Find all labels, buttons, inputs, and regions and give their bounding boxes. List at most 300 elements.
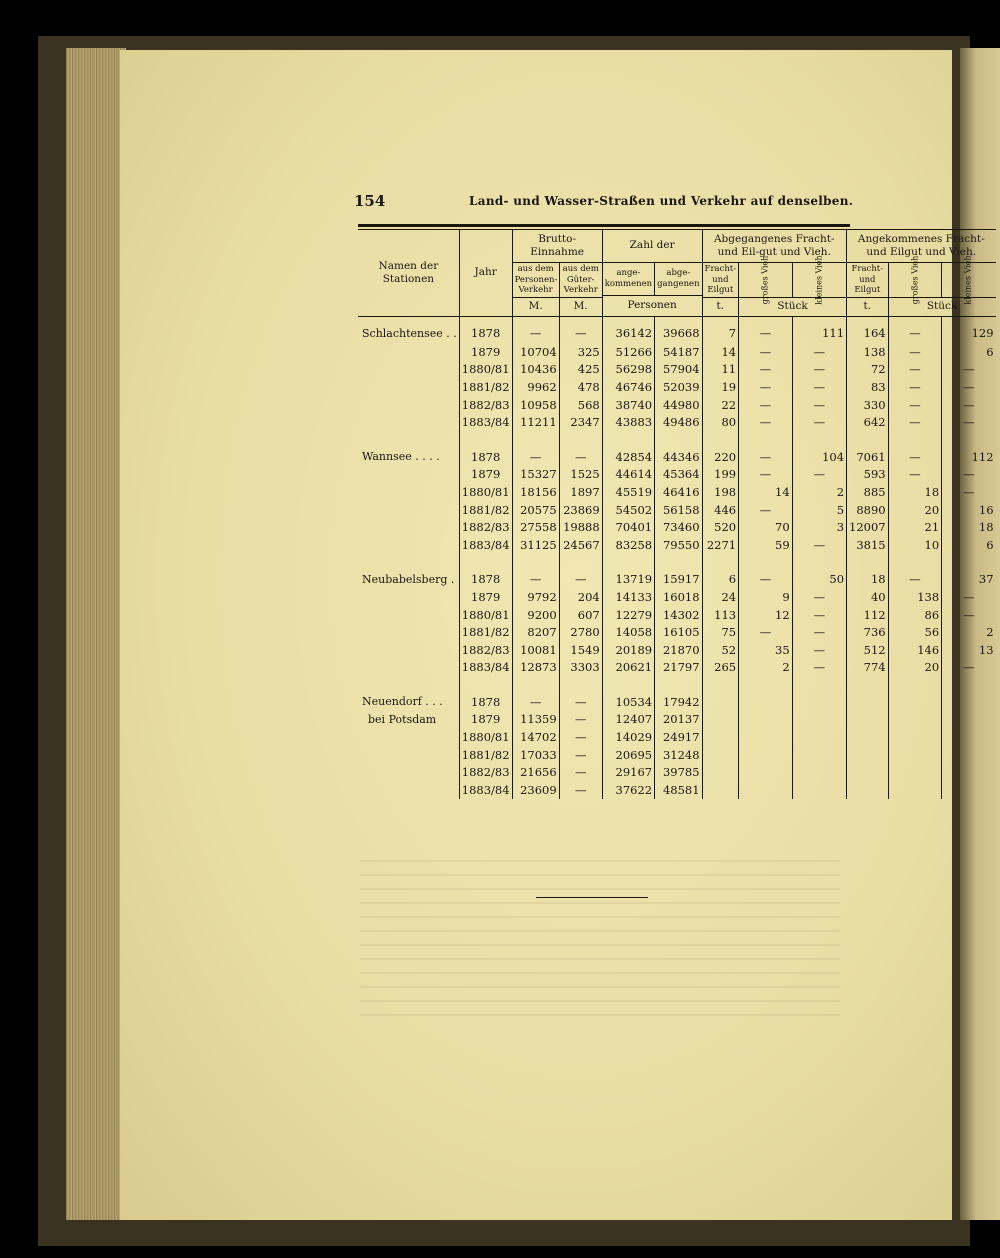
value-cell-ag: —	[888, 396, 942, 414]
value-cell-af: 736	[847, 623, 889, 641]
year-cell: 1878	[459, 571, 512, 589]
station-name	[358, 588, 459, 606]
value-cell-ag	[888, 746, 942, 764]
station-name: Wannsee . . . .	[358, 448, 459, 466]
value-cell-ak: 13	[942, 641, 996, 659]
value-cell-pa: 14133	[602, 588, 654, 606]
year-cell: 1879	[459, 343, 512, 361]
value-cell-dg: 35	[739, 641, 793, 659]
value-cell-ag: —	[888, 413, 942, 431]
year-cell: 1882/83	[459, 518, 512, 536]
value-cell-pd: 16105	[655, 623, 702, 641]
value-cell-ak: 16	[942, 501, 996, 519]
value-cell-df: 24	[702, 588, 739, 606]
value-cell-bg: 325	[559, 343, 602, 361]
unit-piece-arr: Stück	[888, 298, 995, 317]
year-cell: 1882/83	[459, 396, 512, 414]
value-cell-ak: 129	[942, 317, 996, 344]
value-cell-af: 774	[847, 659, 889, 677]
value-cell-pa: 42854	[602, 448, 654, 466]
value-cell-af: 40	[847, 588, 889, 606]
table-body	[358, 317, 996, 799]
value-cell-df: 113	[702, 606, 739, 624]
value-cell-df	[702, 781, 739, 799]
value-cell-bg: —	[559, 711, 602, 729]
value-cell-pa: 20695	[602, 746, 654, 764]
value-cell-dg	[739, 781, 793, 799]
value-cell-df: 6	[702, 571, 739, 589]
unit-mark-persons: M.	[512, 298, 559, 317]
value-cell-dg: —	[739, 343, 793, 361]
value-cell-af	[847, 763, 889, 781]
value-cell-df: 11	[702, 361, 739, 379]
value-cell-ak: —	[942, 378, 996, 396]
year-cell: 1878	[459, 448, 512, 466]
year-cell: 1879	[459, 466, 512, 484]
unit-t-arr: t.	[847, 298, 889, 317]
station-name	[358, 501, 459, 519]
year-cell: 1879	[459, 711, 512, 729]
value-cell-bp: 11211	[512, 413, 559, 431]
value-cell-ag: —	[888, 466, 942, 484]
value-cell-ak	[942, 711, 996, 729]
header-arr-freight: Fracht- und Eilgut	[847, 263, 889, 298]
value-cell-dg: —	[739, 501, 793, 519]
value-cell-pd: 79550	[655, 536, 702, 554]
station-name: bei Potsdam	[358, 711, 459, 729]
value-cell-bg: —	[559, 728, 602, 746]
value-cell-ag	[888, 711, 942, 729]
value-cell-pa: 13719	[602, 571, 654, 589]
value-cell-ak	[942, 763, 996, 781]
station-name	[358, 623, 459, 641]
year-cell: 1883/84	[459, 413, 512, 431]
table-row	[358, 536, 996, 554]
value-cell-pa: 43883	[602, 413, 654, 431]
value-cell-dg: 2	[739, 659, 793, 677]
value-cell-df	[702, 728, 739, 746]
value-cell-ak: 6	[942, 536, 996, 554]
value-cell-bp: 27558	[512, 518, 559, 536]
value-cell-ak: —	[942, 659, 996, 677]
value-cell-ag: 138	[888, 588, 942, 606]
year-cell: 1881/82	[459, 501, 512, 519]
value-cell-df: 52	[702, 641, 739, 659]
value-cell-ag: 146	[888, 641, 942, 659]
value-cell-ag: 10	[888, 536, 942, 554]
value-cell-af	[847, 781, 889, 799]
value-cell-pd: 24917	[655, 728, 702, 746]
value-cell-af: 642	[847, 413, 889, 431]
header-persons: Personen	[602, 296, 702, 317]
value-cell-bg: 1525	[559, 466, 602, 484]
value-cell-bg: —	[559, 571, 602, 589]
value-cell-dk: —	[792, 536, 846, 554]
value-cell-bp: 20575	[512, 501, 559, 519]
header-arrived-goods: Angekommenes Fracht- und Eilgut und Vieh.	[847, 230, 996, 263]
value-cell-pa: 56298	[602, 361, 654, 379]
table-row	[358, 606, 996, 624]
value-cell-ag	[888, 693, 942, 711]
value-cell-bp: 10704	[512, 343, 559, 361]
value-cell-bp: —	[512, 317, 559, 344]
station-name	[358, 378, 459, 396]
value-cell-af: 330	[847, 396, 889, 414]
table-row	[358, 413, 996, 431]
value-cell-dk: —	[792, 588, 846, 606]
year-cell: 1883/84	[459, 781, 512, 799]
station-name: Schlachtensee . .	[358, 317, 459, 344]
value-cell-pa: 51266	[602, 343, 654, 361]
value-cell-bg: —	[559, 693, 602, 711]
station-name	[358, 361, 459, 379]
year-cell: 1883/84	[459, 536, 512, 554]
table-row	[358, 518, 996, 536]
value-cell-ag	[888, 728, 942, 746]
value-cell-pa: 14058	[602, 623, 654, 641]
value-cell-ak: —	[942, 606, 996, 624]
value-cell-dg	[739, 763, 793, 781]
value-cell-pa: 14029	[602, 728, 654, 746]
value-cell-ak: —	[942, 483, 996, 501]
year-cell: 1880/81	[459, 483, 512, 501]
station-name	[358, 343, 459, 361]
value-cell-ag: 18	[888, 483, 942, 501]
value-cell-ag: 86	[888, 606, 942, 624]
table-row	[358, 466, 996, 484]
station-statistics-table	[358, 229, 996, 799]
value-cell-pd: 54187	[655, 343, 702, 361]
value-cell-ak	[942, 693, 996, 711]
header-arr-small-cattle: kleines Vieh	[942, 263, 996, 298]
spacer-row	[358, 554, 996, 571]
value-cell-bp: 10958	[512, 396, 559, 414]
value-cell-pd: 46416	[655, 483, 702, 501]
value-cell-pa: 20621	[602, 659, 654, 677]
table-row	[358, 746, 996, 764]
value-cell-dk	[792, 781, 846, 799]
station-name	[358, 728, 459, 746]
value-cell-df: 7	[702, 317, 739, 344]
value-cell-ag: —	[888, 343, 942, 361]
year-cell: 1882/83	[459, 763, 512, 781]
value-cell-dg: 12	[739, 606, 793, 624]
value-cell-dg: —	[739, 317, 793, 344]
value-cell-pd: 73460	[655, 518, 702, 536]
header-station: Namen der Stationen	[358, 230, 459, 317]
value-cell-ag: 21	[888, 518, 942, 536]
value-cell-pd: 16018	[655, 588, 702, 606]
value-cell-dg: —	[739, 413, 793, 431]
value-cell-af	[847, 711, 889, 729]
table-row	[358, 763, 996, 781]
table-row	[358, 659, 996, 677]
value-cell-pd: 48581	[655, 781, 702, 799]
value-cell-ag: —	[888, 571, 942, 589]
value-cell-dk: 5	[792, 501, 846, 519]
value-cell-bp: 10081	[512, 641, 559, 659]
table-row	[358, 343, 996, 361]
value-cell-df: 2271	[702, 536, 739, 554]
value-cell-pd: 44346	[655, 448, 702, 466]
value-cell-pd: 31248	[655, 746, 702, 764]
table-row	[358, 501, 996, 519]
value-cell-bp: 8207	[512, 623, 559, 641]
value-cell-bg: 2347	[559, 413, 602, 431]
value-cell-pa: 12279	[602, 606, 654, 624]
value-cell-df: 14	[702, 343, 739, 361]
value-cell-af: 83	[847, 378, 889, 396]
spacer-row	[358, 676, 996, 693]
station-name: Neuendorf . . .	[358, 693, 459, 711]
value-cell-ak: 2	[942, 623, 996, 641]
value-cell-pa: 54502	[602, 501, 654, 519]
value-cell-bp: —	[512, 693, 559, 711]
value-cell-dk	[792, 763, 846, 781]
value-cell-ak	[942, 781, 996, 799]
value-cell-bg: —	[559, 781, 602, 799]
value-cell-dg	[739, 746, 793, 764]
value-cell-ag	[888, 763, 942, 781]
value-cell-bp: —	[512, 571, 559, 589]
header-zahl: Zahl der	[602, 230, 702, 263]
value-cell-df: 520	[702, 518, 739, 536]
unit-piece-dep: Stück	[739, 298, 847, 317]
value-cell-dk: —	[792, 396, 846, 414]
value-cell-bg: 1549	[559, 641, 602, 659]
table-row	[358, 448, 996, 466]
value-cell-bg: 478	[559, 378, 602, 396]
value-cell-dk: —	[792, 413, 846, 431]
year-cell: 1879	[459, 588, 512, 606]
value-cell-bg: 204	[559, 588, 602, 606]
station-name	[358, 606, 459, 624]
value-cell-dk: 111	[792, 317, 846, 344]
station-name	[358, 659, 459, 677]
running-title: Land- und Wasser-Straßen und Verkehr auf denselben.	[469, 194, 854, 208]
header-brutto-persons: aus dem Personen-Verkehr	[512, 263, 559, 298]
value-cell-pd: 39785	[655, 763, 702, 781]
value-cell-pd: 49486	[655, 413, 702, 431]
value-cell-pd: 14302	[655, 606, 702, 624]
value-cell-pa: 10534	[602, 693, 654, 711]
value-cell-bp: 18156	[512, 483, 559, 501]
value-cell-pd: 39668	[655, 317, 702, 344]
table-row	[358, 396, 996, 414]
value-cell-dk: —	[792, 343, 846, 361]
value-cell-af	[847, 728, 889, 746]
station-name	[358, 763, 459, 781]
table-row	[358, 711, 996, 729]
value-cell-df: 75	[702, 623, 739, 641]
value-cell-dk: —	[792, 659, 846, 677]
value-cell-af	[847, 693, 889, 711]
value-cell-ag: —	[888, 361, 942, 379]
value-cell-af: 593	[847, 466, 889, 484]
value-cell-bp: 15327	[512, 466, 559, 484]
table-row	[358, 361, 996, 379]
year-cell: 1881/82	[459, 746, 512, 764]
value-cell-bg: 568	[559, 396, 602, 414]
value-cell-df: 199	[702, 466, 739, 484]
value-cell-af: 164	[847, 317, 889, 344]
value-cell-pd: 56158	[655, 501, 702, 519]
year-cell: 1883/84	[459, 659, 512, 677]
value-cell-ak: —	[942, 588, 996, 606]
value-cell-bg: —	[559, 763, 602, 781]
value-cell-af: 112	[847, 606, 889, 624]
header-dep-small-cattle: kleines Vieh	[792, 263, 846, 298]
header-dep-freight: Fracht- und Eilgut	[702, 263, 739, 298]
value-cell-ak: 112	[942, 448, 996, 466]
value-cell-ag	[888, 781, 942, 799]
value-cell-pa: 45519	[602, 483, 654, 501]
value-cell-af: 12007	[847, 518, 889, 536]
year-cell: 1881/82	[459, 623, 512, 641]
station-name	[358, 746, 459, 764]
station-name	[358, 466, 459, 484]
value-cell-bg: 23869	[559, 501, 602, 519]
value-cell-bg: —	[559, 448, 602, 466]
value-cell-bg: 425	[559, 361, 602, 379]
value-cell-pa: 38740	[602, 396, 654, 414]
station-name: Neubabelsberg .	[358, 571, 459, 589]
value-cell-af: 512	[847, 641, 889, 659]
value-cell-dg	[739, 693, 793, 711]
table-row	[358, 588, 996, 606]
station-name	[358, 518, 459, 536]
value-cell-af	[847, 746, 889, 764]
value-cell-pd: 57904	[655, 361, 702, 379]
value-cell-dg: —	[739, 361, 793, 379]
value-cell-ag: —	[888, 378, 942, 396]
value-cell-dk: —	[792, 606, 846, 624]
value-cell-af: 8890	[847, 501, 889, 519]
table-row	[358, 623, 996, 641]
show-through	[360, 860, 840, 1020]
top-rule	[358, 224, 850, 227]
value-cell-pa: 29167	[602, 763, 654, 781]
value-cell-dk: —	[792, 361, 846, 379]
value-cell-dg: —	[739, 623, 793, 641]
value-cell-dg: 14	[739, 483, 793, 501]
station-name	[358, 396, 459, 414]
value-cell-pa: 20189	[602, 641, 654, 659]
value-cell-pd: 21797	[655, 659, 702, 677]
value-cell-bg: 607	[559, 606, 602, 624]
year-cell: 1882/83	[459, 641, 512, 659]
year-cell: 1878	[459, 693, 512, 711]
year-cell: 1880/81	[459, 606, 512, 624]
value-cell-bp: 9200	[512, 606, 559, 624]
page-number: 154	[354, 192, 386, 210]
spacer-row	[358, 431, 996, 448]
header-arrived: ange-kommenen	[602, 263, 654, 296]
value-cell-bp: 9792	[512, 588, 559, 606]
value-cell-bp: 17033	[512, 746, 559, 764]
value-cell-df	[702, 693, 739, 711]
value-cell-ak	[942, 746, 996, 764]
value-cell-ag: 56	[888, 623, 942, 641]
value-cell-pa: 46746	[602, 378, 654, 396]
value-cell-ak: —	[942, 466, 996, 484]
value-cell-ak	[942, 728, 996, 746]
header-dep-big-cattle: großes Vieh	[739, 263, 793, 298]
value-cell-bp: 9962	[512, 378, 559, 396]
value-cell-bp: 10436	[512, 361, 559, 379]
value-cell-dg: 59	[739, 536, 793, 554]
table-row	[358, 641, 996, 659]
value-cell-af: 138	[847, 343, 889, 361]
value-cell-pd: 52039	[655, 378, 702, 396]
value-cell-df: 446	[702, 501, 739, 519]
value-cell-pd: 20137	[655, 711, 702, 729]
value-cell-pd: 17942	[655, 693, 702, 711]
value-cell-bp: 23609	[512, 781, 559, 799]
header-arr-big-cattle: großes Vieh	[888, 263, 942, 298]
station-name	[358, 413, 459, 431]
value-cell-dg: 9	[739, 588, 793, 606]
value-cell-pd: 44980	[655, 396, 702, 414]
value-cell-dk: 104	[792, 448, 846, 466]
value-cell-bp: 21656	[512, 763, 559, 781]
value-cell-df	[702, 711, 739, 729]
value-cell-bg: 1897	[559, 483, 602, 501]
unit-t-dep: t.	[702, 298, 739, 317]
value-cell-dk: 50	[792, 571, 846, 589]
value-cell-bg: —	[559, 746, 602, 764]
header-brutto: Brutto-Einnahme	[512, 230, 602, 263]
year-cell: 1880/81	[459, 728, 512, 746]
value-cell-af: 18	[847, 571, 889, 589]
table-row	[358, 483, 996, 501]
value-cell-dk: —	[792, 378, 846, 396]
page-header	[354, 192, 854, 214]
value-cell-bp: 12873	[512, 659, 559, 677]
value-cell-bg: 3303	[559, 659, 602, 677]
value-cell-pd: 21870	[655, 641, 702, 659]
value-cell-bg: 19888	[559, 518, 602, 536]
value-cell-df: 265	[702, 659, 739, 677]
table-row	[358, 571, 996, 589]
value-cell-ak: 18	[942, 518, 996, 536]
value-cell-df	[702, 763, 739, 781]
value-cell-pa: 70401	[602, 518, 654, 536]
value-cell-dg: —	[739, 378, 793, 396]
value-cell-pa: 12407	[602, 711, 654, 729]
value-cell-pa: 37622	[602, 781, 654, 799]
station-name	[358, 781, 459, 799]
header-departed-goods: Abgegangenes Fracht- und Eil-gut und Vieh.	[702, 230, 846, 263]
value-cell-ag: 20	[888, 501, 942, 519]
year-cell: 1878	[459, 317, 512, 344]
value-cell-dk: —	[792, 623, 846, 641]
value-cell-pd: 45364	[655, 466, 702, 484]
value-cell-dg	[739, 711, 793, 729]
value-cell-dk: 3	[792, 518, 846, 536]
value-cell-ak: —	[942, 361, 996, 379]
value-cell-dk	[792, 746, 846, 764]
value-cell-af: 885	[847, 483, 889, 501]
value-cell-df: 220	[702, 448, 739, 466]
value-cell-af: 3815	[847, 536, 889, 554]
table-row	[358, 693, 996, 711]
closing-rule	[536, 897, 648, 898]
value-cell-bp: 31125	[512, 536, 559, 554]
value-cell-pa: 36142	[602, 317, 654, 344]
value-cell-dk	[792, 711, 846, 729]
value-cell-pa: 44614	[602, 466, 654, 484]
